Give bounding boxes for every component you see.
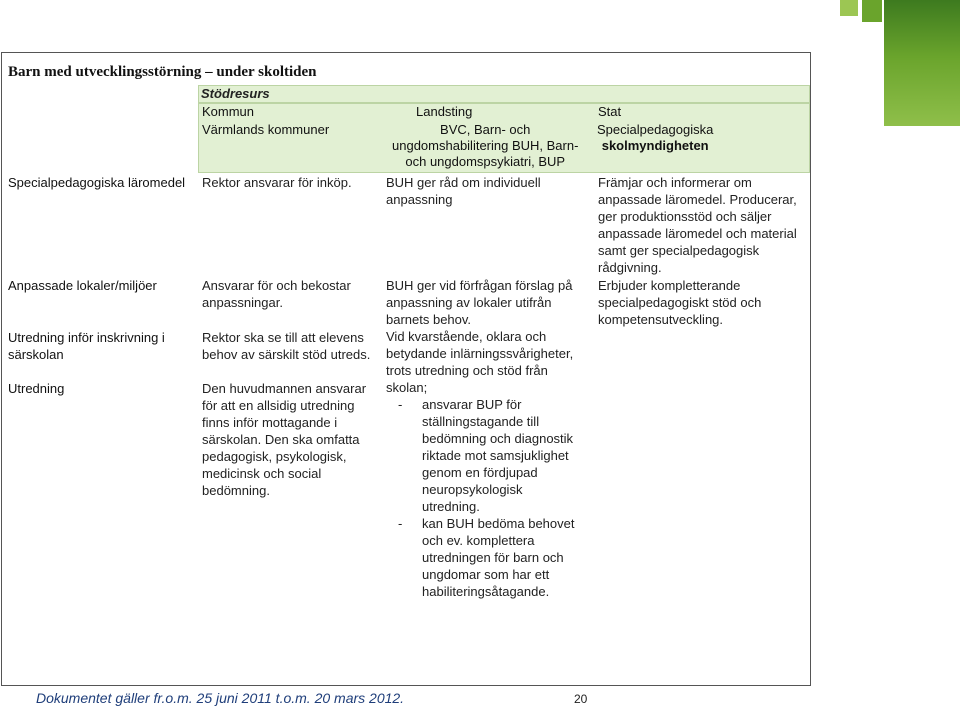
list-dash: -: [398, 516, 403, 531]
text-line: ungdomar som har ett: [422, 567, 550, 582]
laromedel-landsting: [386, 174, 541, 208]
text-line: kompetensutveckling.: [598, 312, 724, 327]
column-header-stat: Stat: [598, 104, 622, 119]
page-number: 20: [574, 692, 588, 706]
laromedel-stat: [598, 174, 797, 276]
text-line: kan BUH bedöma behovet: [422, 516, 575, 531]
text-line: för att en allsidig utredning: [202, 398, 355, 413]
text-line: anpassade läromedel och material: [598, 226, 797, 241]
corner-decoration-small: [862, 0, 882, 22]
text-line: utredning.: [422, 499, 480, 514]
text-line: bedömning och diagnostik: [422, 431, 574, 446]
text-line: rådgivning.: [598, 260, 662, 275]
text-line: Utredning inför inskrivning i: [8, 330, 165, 345]
lokaler-landsting: [386, 277, 572, 328]
text-line: Erbjuder kompletterande: [598, 278, 741, 293]
text-line: trots utredning och stöd från: [386, 363, 548, 378]
text-line: anpassning av lokaler utifrån: [386, 295, 552, 310]
row-label-utredning: Utredning: [8, 381, 65, 396]
text-line: barnets behov.: [386, 312, 472, 327]
stodresurs-header: Stödresurs: [198, 85, 810, 103]
text-line: ger produktionsstöd och säljer: [598, 209, 772, 224]
text-line: och ev. komplettera: [422, 533, 535, 548]
row-label-lokaler: Anpassade lokaler/miljöer: [8, 278, 157, 293]
text-line: BUH ger råd om individuell: [386, 175, 541, 190]
corner-decoration-large: [884, 0, 960, 126]
text-line: medicinsk och social: [202, 466, 322, 481]
text-line: finns inför mottagande i: [202, 415, 338, 430]
stat-org-line: skolmyndigheten: [601, 138, 709, 153]
list-item: [386, 396, 574, 515]
text-line: ansvarar BUP för: [422, 397, 522, 412]
text-line: anpassningar.: [202, 295, 283, 310]
landsting-org-line: och ungdomspsykiatri, BUP: [405, 154, 566, 169]
stat-org: [597, 122, 713, 154]
corner-decoration-small: [840, 0, 858, 16]
landsting-org-line: BVC, Barn- och: [440, 122, 531, 137]
text-line: utredningen för barn och: [422, 550, 564, 565]
text-line: Främjar och informerar om: [598, 175, 752, 190]
inskrivning-kommun: [202, 329, 370, 363]
row-label-inskrivning: [8, 329, 165, 363]
utredning-kommun: [202, 380, 366, 499]
text-line: Ansvarar för och bekostar: [202, 278, 351, 293]
lokaler-stat: [598, 277, 761, 328]
text-line: neuropsykologisk: [422, 482, 523, 497]
text-line: ställningstagande till: [422, 414, 540, 429]
text-line: särskolan. Den ska omfatta: [202, 432, 360, 447]
text-line: anpassade läromedel. Producerar,: [598, 192, 797, 207]
text-line: habiliteringsåtagande.: [422, 584, 550, 599]
row-label-laromedel: Specialpedagogiska läromedel: [8, 175, 186, 190]
text-line: pedagogisk, psykologisk,: [202, 449, 347, 464]
text-line: behov av särskilt stöd utreds.: [202, 347, 371, 362]
stat-org-line: Specialpedagogiska: [597, 122, 714, 137]
laromedel-kommun: Rektor ansvarar för inköp.: [202, 175, 352, 190]
text-line: genom en fördjupad: [422, 465, 538, 480]
footer-validity: Dokumentet gäller fr.o.m. 25 juni 2011 t.o.m. 20 mars 2012.: [36, 690, 405, 706]
text-line: Vid kvarstående, oklara och: [386, 329, 547, 344]
text-line: Rektor ska se till att elevens: [202, 330, 364, 345]
text-line: skolan;: [386, 380, 428, 395]
landsting-org: [392, 122, 578, 170]
text-line: anpassning: [386, 192, 453, 207]
text-line: Den huvudmannen ansvarar: [202, 381, 367, 396]
text-line: samt ger specialpedagogisk: [598, 243, 760, 258]
text-line: specialpedagogiskt stöd och: [598, 295, 762, 310]
list-dash: -: [398, 397, 403, 412]
landsting-org-line: ungdomshabilitering BUH, Barn-: [392, 138, 579, 153]
text-line: BUH ger vid förfrågan förslag på: [386, 278, 573, 293]
column-header-kommun: Kommun: [202, 104, 255, 119]
utredning-landsting: [386, 328, 574, 600]
text-line: riktade mot samsjuklighet: [422, 448, 569, 463]
text-line: särskolan: [8, 347, 64, 362]
lokaler-kommun: [202, 277, 351, 311]
text-line: betydande inlärningssvårigheter,: [386, 346, 574, 361]
text-line: bedömning.: [202, 483, 270, 498]
column-header-landsting: Landsting: [416, 104, 473, 119]
page-title: Barn med utvecklingsstörning – under skoltiden: [8, 64, 317, 80]
kommun-org: Värmlands kommuner: [202, 122, 330, 137]
list-item: [386, 515, 574, 600]
